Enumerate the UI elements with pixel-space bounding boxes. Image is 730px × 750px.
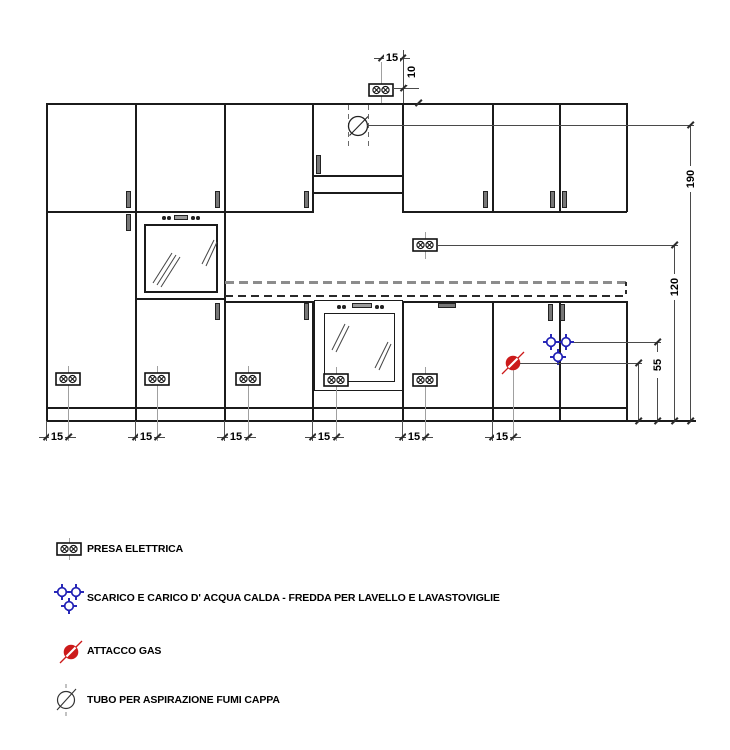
legend-item-gas: ATTACCO GAS [87,645,162,657]
outlet-symbol [235,372,261,386]
base-side-right [626,301,628,421]
drawer-handle [438,303,456,308]
cabinet-division [135,103,137,421]
outlet-symbol [368,83,394,97]
dimension-label-top-offset: 15 [385,52,399,64]
dimension-label-offset: 15 [495,431,509,443]
dimension-label-total-height: 190 [685,166,697,192]
base-division [492,301,494,421]
water-connection-symbol [60,597,78,615]
cabinet-side-right [626,103,628,212]
dimension-label-offset: 15 [229,431,243,443]
outlet-symbol [412,373,438,387]
legend-item-outlet: PRESA ELETTRICA [87,543,184,555]
hood-canopy-top [313,175,403,177]
cabinet-division [559,103,561,212]
outlet-symbol [144,372,170,386]
hood-canopy-bottom [313,192,403,194]
dimension-label-worktop-outlet: 120 [669,274,681,300]
door-handle [562,191,567,208]
dimension-label-offset: 15 [407,431,421,443]
door-handle [548,304,553,321]
hood-vent-symbol [345,113,371,139]
cabinet-division [224,103,226,421]
door-handle [304,303,309,320]
dimension-label-top-height: 10 [406,59,418,85]
tall-unit-handle [126,214,131,231]
cabinet-division [492,103,494,212]
dimension-label-offset: 15 [139,431,153,443]
oven-glass-reflections [146,226,216,291]
outlet-symbol [56,542,82,556]
door-handle [550,191,555,208]
legend-item-water: SCARICO E CARICO D' ACQUA CALDA - FREDDA PER LAVELLO E LAVASTOVIGLIE [87,592,500,604]
worktop-back-edge-gray [225,281,626,284]
outlet-symbol [323,373,349,387]
worktop-front-edge-dashed [225,295,626,297]
cabinet-side-left [46,103,48,421]
door-handle [215,191,220,208]
base-cabinet-bottom-line [47,407,627,409]
oven-niche-bottom [136,298,225,300]
outlet-symbol [55,372,81,386]
hood-tube-symbol [51,684,81,716]
wall-cabinet-top-line [47,103,627,105]
base-cabinet-top-line [225,301,627,303]
oven-display [174,215,188,220]
wall-cabinet-bottom-left [47,211,314,213]
door-handle [483,191,488,208]
door-handle [126,191,131,208]
gas-connection-symbol [58,639,84,665]
outlet-symbol [412,238,438,252]
wall-cabinet-bottom-right [402,211,627,213]
dimension-label-offset: 15 [317,431,331,443]
hood-handle [316,155,321,174]
dishwasher-display [352,303,372,308]
dimension-label-offset: 15 [50,431,64,443]
hood-side-right [402,103,404,212]
legend-item-hood-tube: TUBO PER ASPIRAZIONE FUMI CAPPA [87,694,280,706]
door-handle [215,303,220,320]
hood-side-left [312,103,314,212]
floor-line [47,420,696,422]
door-handle [560,304,565,321]
door-handle [304,191,309,208]
dimension-label-sink-connection: 55 [652,352,664,378]
